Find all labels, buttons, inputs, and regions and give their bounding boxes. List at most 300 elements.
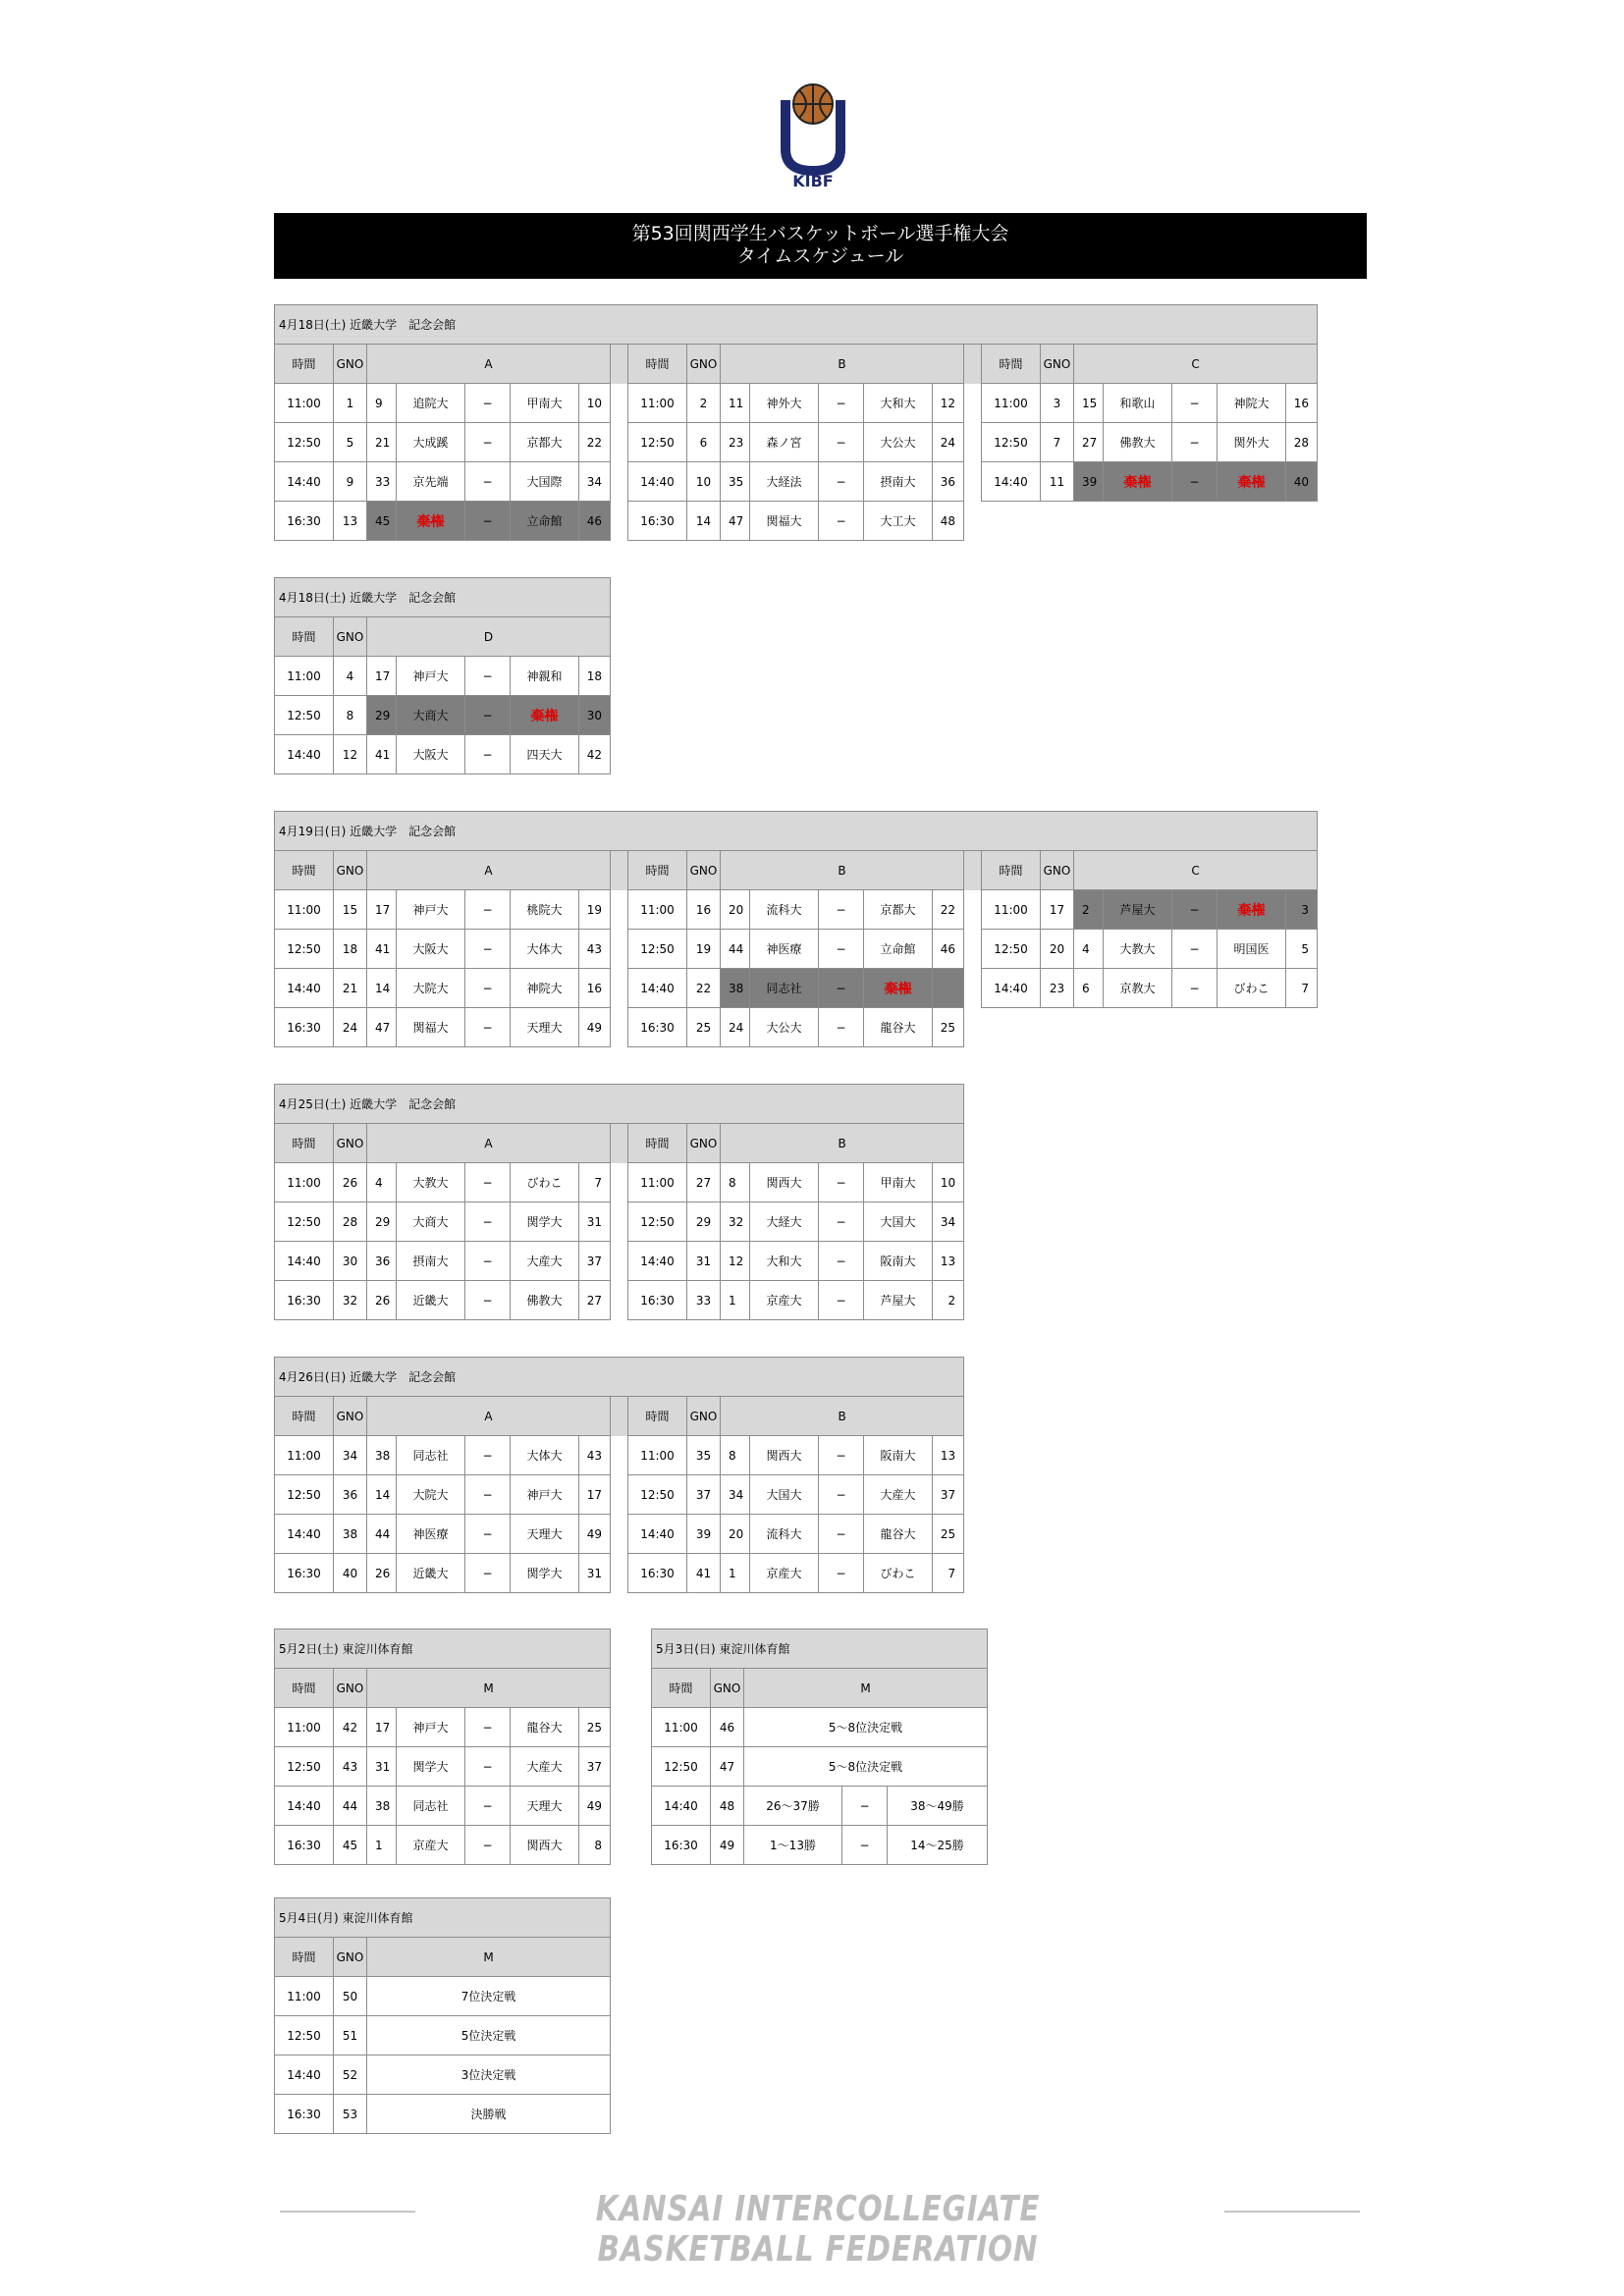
game-number: 17 bbox=[1041, 890, 1074, 930]
game-number: 39 bbox=[687, 1515, 721, 1554]
versus-dash: − bbox=[465, 1475, 511, 1515]
footer-rule-right bbox=[1224, 2211, 1360, 2213]
seed-right: 49 bbox=[579, 1008, 611, 1047]
time-header: 時間 bbox=[652, 1669, 711, 1708]
team-right: 天理大 bbox=[511, 1515, 579, 1554]
seed-left: 31 bbox=[367, 1747, 397, 1787]
date-venue-row bbox=[275, 305, 1318, 345]
versus-dash: − bbox=[465, 1554, 511, 1593]
versus-dash: − bbox=[465, 1202, 511, 1242]
seed-right bbox=[933, 969, 964, 1008]
header-row bbox=[275, 1669, 611, 1708]
empty-cell bbox=[1218, 502, 1286, 541]
court-header: A bbox=[367, 345, 611, 384]
team-left: 摂南大 bbox=[397, 1242, 465, 1281]
bracket-left: 1～13勝 bbox=[744, 1826, 842, 1865]
separator bbox=[611, 1397, 628, 1436]
team-left: 大公大 bbox=[750, 1008, 819, 1047]
gno-header: GNO bbox=[334, 851, 367, 890]
team-left: 大院大 bbox=[397, 969, 465, 1008]
header-row bbox=[275, 345, 1318, 384]
game-number: 36 bbox=[334, 1475, 367, 1515]
team-left bbox=[1104, 462, 1172, 502]
team-left: 追院大 bbox=[397, 384, 465, 423]
separator bbox=[611, 1475, 628, 1515]
team-left: 流科大 bbox=[750, 1515, 819, 1554]
versus-dash: − bbox=[465, 1242, 511, 1281]
seed-left: 20 bbox=[721, 890, 750, 930]
game-number: 51 bbox=[334, 2016, 367, 2056]
game-row bbox=[275, 2095, 611, 2134]
versus-dash: − bbox=[465, 1281, 511, 1320]
footer-text: KANSAI INTERCOLLEGIATE BASKETBALL FEDERATION bbox=[595, 2189, 1041, 2269]
separator bbox=[611, 1163, 628, 1202]
game-number: 30 bbox=[334, 1242, 367, 1281]
game-time: 12:50 bbox=[982, 423, 1041, 462]
team-right: 大体大 bbox=[511, 1436, 579, 1475]
separator bbox=[611, 1436, 628, 1475]
game-number: 19 bbox=[687, 930, 721, 969]
seed-left: 14 bbox=[367, 969, 397, 1008]
team-left: 大阪大 bbox=[397, 930, 465, 969]
versus-dash: − bbox=[819, 1202, 864, 1242]
team-right: 桃院大 bbox=[511, 890, 579, 930]
team-left: 大経大 bbox=[750, 1202, 819, 1242]
seed-right: 25 bbox=[933, 1515, 964, 1554]
team-right: 天理大 bbox=[511, 1008, 579, 1047]
game-row bbox=[275, 930, 1318, 969]
header-row bbox=[275, 1938, 611, 1977]
separator bbox=[964, 1008, 982, 1047]
game-time: 16:30 bbox=[275, 1826, 334, 1865]
game-time: 14:40 bbox=[275, 969, 334, 1008]
game-row bbox=[275, 696, 611, 735]
game-number: 43 bbox=[334, 1747, 367, 1787]
schedule-0425 bbox=[274, 1084, 964, 1320]
seed-left: 27 bbox=[1074, 423, 1104, 462]
seed-left: 36 bbox=[367, 1242, 397, 1281]
seed-left: 17 bbox=[367, 657, 397, 696]
schedule-0504 bbox=[274, 1897, 611, 2134]
versus-dash: − bbox=[465, 1163, 511, 1202]
seed-left: 2 bbox=[1074, 890, 1104, 930]
game-time: 14:40 bbox=[982, 462, 1041, 502]
gno-header: GNO bbox=[687, 851, 721, 890]
seed-right: 43 bbox=[579, 1436, 611, 1475]
versus-dash: − bbox=[465, 462, 511, 502]
gno-header: GNO bbox=[687, 1124, 721, 1163]
seed-right: 17 bbox=[579, 1475, 611, 1515]
seed-left: 15 bbox=[1074, 384, 1104, 423]
seed-left: 38 bbox=[721, 969, 750, 1008]
versus-dash: − bbox=[842, 1826, 888, 1865]
team-left: 大商大 bbox=[397, 696, 465, 735]
versus-dash: − bbox=[1172, 384, 1218, 423]
gno-header: GNO bbox=[1041, 345, 1074, 384]
team-left: 関福大 bbox=[397, 1008, 465, 1047]
date-venue-caption: 5月3日(日) 東淀川体育館 bbox=[652, 1629, 988, 1669]
game-number: 11 bbox=[1041, 462, 1074, 502]
footer bbox=[280, 2189, 1360, 2269]
game-number: 2 bbox=[687, 384, 721, 423]
team-left: 大院大 bbox=[397, 1475, 465, 1515]
separator bbox=[611, 1515, 628, 1554]
versus-dash: − bbox=[819, 1515, 864, 1554]
court-header: C bbox=[1074, 851, 1318, 890]
game-time: 11:00 bbox=[275, 384, 334, 423]
separator bbox=[611, 1124, 628, 1163]
game-number: 24 bbox=[334, 1008, 367, 1047]
round-label: 5～8位決定戦 bbox=[744, 1747, 988, 1787]
team-right: 龍谷大 bbox=[864, 1008, 933, 1047]
schedule-table bbox=[274, 577, 611, 774]
seed-right: 49 bbox=[579, 1787, 611, 1826]
team-left: 大阪大 bbox=[397, 735, 465, 774]
seed-left: 6 bbox=[1074, 969, 1104, 1008]
game-number: 44 bbox=[334, 1787, 367, 1826]
game-time: 11:00 bbox=[275, 657, 334, 696]
game-number: 45 bbox=[334, 1826, 367, 1865]
empty-cell bbox=[1172, 502, 1218, 541]
game-time: 16:30 bbox=[275, 1554, 334, 1593]
team-left: 同志社 bbox=[397, 1787, 465, 1826]
team-right: 阪南大 bbox=[864, 1242, 933, 1281]
time-header: 時間 bbox=[275, 1124, 334, 1163]
seed-right: 36 bbox=[933, 462, 964, 502]
seed-left: 26 bbox=[367, 1554, 397, 1593]
game-number: 27 bbox=[687, 1163, 721, 1202]
game-number: 40 bbox=[334, 1554, 367, 1593]
game-row bbox=[275, 423, 1318, 462]
game-number: 5 bbox=[334, 423, 367, 462]
game-time: 14:40 bbox=[628, 969, 687, 1008]
seed-left: 9 bbox=[367, 384, 397, 423]
team-left: 近畿大 bbox=[397, 1281, 465, 1320]
separator bbox=[964, 890, 982, 930]
schedule-table bbox=[274, 1897, 611, 2134]
seed-right: 10 bbox=[579, 384, 611, 423]
court-header: B bbox=[721, 851, 964, 890]
game-time: 12:50 bbox=[275, 1202, 334, 1242]
versus-dash: − bbox=[465, 1747, 511, 1787]
game-time: 14:40 bbox=[982, 969, 1041, 1008]
time-header: 時間 bbox=[628, 1397, 687, 1436]
game-number: 29 bbox=[687, 1202, 721, 1242]
date-venue-caption: 4月19日(日) 近畿大学 記念会館 bbox=[275, 812, 1318, 851]
game-row bbox=[275, 1554, 964, 1593]
seed-right: 46 bbox=[933, 930, 964, 969]
date-venue-row bbox=[275, 1358, 964, 1397]
date-venue-caption: 4月18日(土) 近畿大学 記念会館 bbox=[275, 578, 611, 617]
versus-dash: − bbox=[819, 423, 864, 462]
game-row bbox=[275, 1436, 964, 1475]
versus-dash: − bbox=[819, 890, 864, 930]
team-left: 関学大 bbox=[397, 1747, 465, 1787]
team-left: 関西大 bbox=[750, 1436, 819, 1475]
versus-dash: − bbox=[819, 462, 864, 502]
separator bbox=[611, 462, 628, 502]
date-venue-row bbox=[275, 1085, 964, 1124]
seed-right: 12 bbox=[933, 384, 964, 423]
game-row bbox=[275, 1747, 611, 1787]
gno-header: GNO bbox=[1041, 851, 1074, 890]
team-left: 神外大 bbox=[750, 384, 819, 423]
seed-left: 38 bbox=[367, 1436, 397, 1475]
court-header: M bbox=[367, 1669, 611, 1708]
seed-right: 22 bbox=[579, 423, 611, 462]
team-right: 阪南大 bbox=[864, 1436, 933, 1475]
time-header: 時間 bbox=[275, 1397, 334, 1436]
separator bbox=[611, 930, 628, 969]
team-left: 大和大 bbox=[750, 1242, 819, 1281]
game-number: 37 bbox=[687, 1475, 721, 1515]
game-time: 14:40 bbox=[275, 1242, 334, 1281]
team-left: 大成蹊 bbox=[397, 423, 465, 462]
date-venue-caption: 4月25日(土) 近畿大学 記念会館 bbox=[275, 1085, 964, 1124]
game-number: 34 bbox=[334, 1436, 367, 1475]
game-time: 14:40 bbox=[275, 1515, 334, 1554]
team-right: 大国大 bbox=[864, 1202, 933, 1242]
team-right: 摂南大 bbox=[864, 462, 933, 502]
game-row bbox=[275, 384, 1318, 423]
game-time: 11:00 bbox=[275, 890, 334, 930]
team-right bbox=[864, 969, 933, 1008]
time-header: 時間 bbox=[275, 345, 334, 384]
game-time: 16:30 bbox=[275, 1281, 334, 1320]
court-header: B bbox=[721, 1124, 964, 1163]
schedule-0502 bbox=[274, 1629, 611, 1865]
game-row bbox=[275, 1202, 964, 1242]
game-number: 33 bbox=[687, 1281, 721, 1320]
team-left: 大経法 bbox=[750, 462, 819, 502]
gno-header: GNO bbox=[711, 1669, 744, 1708]
seed-right: 10 bbox=[933, 1163, 964, 1202]
game-time: 16:30 bbox=[275, 2095, 334, 2134]
seed-right: 34 bbox=[579, 462, 611, 502]
seed-right: 7 bbox=[933, 1554, 964, 1593]
versus-dash: − bbox=[819, 502, 864, 541]
game-time: 11:00 bbox=[628, 1436, 687, 1475]
court-header: M bbox=[367, 1938, 611, 1977]
header-row bbox=[275, 617, 611, 657]
game-row bbox=[275, 735, 611, 774]
game-row bbox=[275, 657, 611, 696]
team-left: 流科大 bbox=[750, 890, 819, 930]
team-left: 京産大 bbox=[397, 1826, 465, 1865]
team-right: 立命館 bbox=[864, 930, 933, 969]
schedule-table bbox=[274, 1629, 611, 1865]
seed-right: 7 bbox=[1286, 969, 1318, 1008]
team-right: 芦屋大 bbox=[864, 1281, 933, 1320]
game-number: 48 bbox=[711, 1787, 744, 1826]
team-right: 京都大 bbox=[511, 423, 579, 462]
team-left: 神医療 bbox=[750, 930, 819, 969]
title-line-1: 第53回関西学生バスケットボール選手権大会 bbox=[631, 223, 1009, 244]
schedule-table bbox=[274, 1084, 964, 1320]
team-left: 大教大 bbox=[1104, 930, 1172, 969]
game-row bbox=[275, 1826, 611, 1865]
header-row bbox=[275, 1124, 964, 1163]
schedule-table bbox=[274, 1357, 964, 1593]
time-header: 時間 bbox=[275, 617, 334, 657]
empty-cell bbox=[982, 1008, 1041, 1047]
versus-dash: − bbox=[842, 1787, 888, 1826]
team-right: 大公大 bbox=[864, 423, 933, 462]
round-label: 決勝戦 bbox=[367, 2095, 611, 2134]
seed-right: 25 bbox=[579, 1708, 611, 1747]
game-time: 16:30 bbox=[628, 502, 687, 541]
game-number: 15 bbox=[334, 890, 367, 930]
court-header: A bbox=[367, 1397, 611, 1436]
game-row bbox=[275, 1475, 964, 1515]
game-number: 42 bbox=[334, 1708, 367, 1747]
round-label: 5～8位決定戦 bbox=[744, 1708, 988, 1747]
versus-dash: − bbox=[1172, 462, 1218, 502]
team-right: 大産大 bbox=[864, 1475, 933, 1515]
separator bbox=[611, 1008, 628, 1047]
seed-left: 11 bbox=[721, 384, 750, 423]
versus-dash: − bbox=[1172, 930, 1218, 969]
game-time: 12:50 bbox=[275, 930, 334, 969]
time-header: 時間 bbox=[982, 851, 1041, 890]
versus-dash: − bbox=[465, 1436, 511, 1475]
empty-cell bbox=[1104, 1008, 1172, 1047]
game-time: 11:00 bbox=[628, 890, 687, 930]
header-row bbox=[275, 1397, 964, 1436]
versus-dash: − bbox=[1172, 890, 1218, 930]
team-right bbox=[511, 696, 579, 735]
seed-left: 39 bbox=[1074, 462, 1104, 502]
versus-dash: − bbox=[465, 384, 511, 423]
seed-left: 35 bbox=[721, 462, 750, 502]
game-number: 50 bbox=[334, 1977, 367, 2016]
separator bbox=[964, 423, 982, 462]
seed-left: 47 bbox=[721, 502, 750, 541]
game-row bbox=[275, 1242, 964, 1281]
seed-right: 8 bbox=[579, 1826, 611, 1865]
game-time: 16:30 bbox=[628, 1008, 687, 1047]
team-left: 大国大 bbox=[750, 1475, 819, 1515]
game-number: 23 bbox=[1041, 969, 1074, 1008]
separator bbox=[611, 1281, 628, 1320]
seed-left: 24 bbox=[721, 1008, 750, 1047]
seed-right: 16 bbox=[579, 969, 611, 1008]
versus-dash: − bbox=[819, 1281, 864, 1320]
title-line-2: タイムスケジュール bbox=[736, 245, 904, 267]
game-time: 16:30 bbox=[275, 1008, 334, 1047]
game-row bbox=[275, 1163, 964, 1202]
game-time: 12:50 bbox=[275, 2016, 334, 2056]
withdrawn-mark: 棄権 bbox=[1123, 474, 1152, 491]
schedule-0418-d bbox=[274, 577, 611, 774]
team-right: 立命館 bbox=[511, 502, 579, 541]
game-row bbox=[652, 1787, 988, 1826]
game-number: 4 bbox=[334, 657, 367, 696]
versus-dash: − bbox=[819, 384, 864, 423]
game-time: 11:00 bbox=[275, 1436, 334, 1475]
game-row bbox=[652, 1708, 988, 1747]
seed-right: 22 bbox=[933, 890, 964, 930]
game-number: 7 bbox=[1041, 423, 1074, 462]
gno-header: GNO bbox=[687, 1397, 721, 1436]
gno-header: GNO bbox=[334, 1938, 367, 1977]
game-number: 25 bbox=[687, 1008, 721, 1047]
empty-cell bbox=[1286, 1008, 1318, 1047]
game-number: 13 bbox=[334, 502, 367, 541]
game-time: 14:40 bbox=[628, 462, 687, 502]
seed-right: 31 bbox=[579, 1554, 611, 1593]
game-number: 3 bbox=[1041, 384, 1074, 423]
game-time: 12:50 bbox=[628, 1475, 687, 1515]
team-right: 神院大 bbox=[1218, 384, 1286, 423]
date-venue-row bbox=[275, 1629, 611, 1669]
game-time: 11:00 bbox=[982, 890, 1041, 930]
withdrawn-mark: 棄権 bbox=[1237, 474, 1266, 491]
game-number: 28 bbox=[334, 1202, 367, 1242]
separator bbox=[611, 502, 628, 541]
team-right: 龍谷大 bbox=[864, 1515, 933, 1554]
versus-dash: − bbox=[465, 502, 511, 541]
team-right: びわこ bbox=[1218, 969, 1286, 1008]
date-venue-caption: 4月26日(日) 近畿大学 記念会館 bbox=[275, 1358, 964, 1397]
team-right: 大産大 bbox=[511, 1747, 579, 1787]
team-right: 神戸大 bbox=[511, 1475, 579, 1515]
round-label: 5位決定戦 bbox=[367, 2016, 611, 2056]
bracket-right: 38～49勝 bbox=[888, 1787, 988, 1826]
seed-right: 46 bbox=[579, 502, 611, 541]
game-number: 35 bbox=[687, 1436, 721, 1475]
seed-right: 3 bbox=[1286, 890, 1318, 930]
game-time: 12:50 bbox=[275, 1475, 334, 1515]
schedule-0503 bbox=[651, 1629, 988, 1865]
separator bbox=[964, 345, 982, 384]
team-left: 森ノ宮 bbox=[750, 423, 819, 462]
separator bbox=[611, 851, 628, 890]
separator bbox=[611, 969, 628, 1008]
versus-dash: − bbox=[465, 890, 511, 930]
date-venue-caption: 5月2日(土) 東淀川体育館 bbox=[275, 1629, 611, 1669]
game-time: 14:40 bbox=[275, 462, 334, 502]
separator bbox=[611, 1202, 628, 1242]
court-header: B bbox=[721, 1397, 964, 1436]
seed-right: 37 bbox=[579, 1242, 611, 1281]
game-number: 52 bbox=[334, 2056, 367, 2095]
seed-left: 45 bbox=[367, 502, 397, 541]
versus-dash: − bbox=[465, 735, 511, 774]
team-right: 大和大 bbox=[864, 384, 933, 423]
court-header: D bbox=[367, 617, 611, 657]
versus-dash: − bbox=[1172, 423, 1218, 462]
team-right: 大工大 bbox=[864, 502, 933, 541]
versus-dash: − bbox=[465, 696, 511, 735]
game-time: 14:40 bbox=[628, 1242, 687, 1281]
game-time: 12:50 bbox=[652, 1747, 711, 1787]
seed-right: 48 bbox=[933, 502, 964, 541]
versus-dash: − bbox=[465, 930, 511, 969]
versus-dash: − bbox=[819, 1554, 864, 1593]
game-row bbox=[652, 1826, 988, 1865]
seed-left: 29 bbox=[367, 696, 397, 735]
versus-dash: − bbox=[819, 1242, 864, 1281]
seed-right: 24 bbox=[933, 423, 964, 462]
round-label: 3位決定戦 bbox=[367, 2056, 611, 2095]
team-left: 佛教大 bbox=[1104, 423, 1172, 462]
game-number: 16 bbox=[687, 890, 721, 930]
game-number: 47 bbox=[711, 1747, 744, 1787]
game-number: 53 bbox=[334, 2095, 367, 2134]
separator bbox=[611, 1554, 628, 1593]
game-number: 26 bbox=[334, 1163, 367, 1202]
